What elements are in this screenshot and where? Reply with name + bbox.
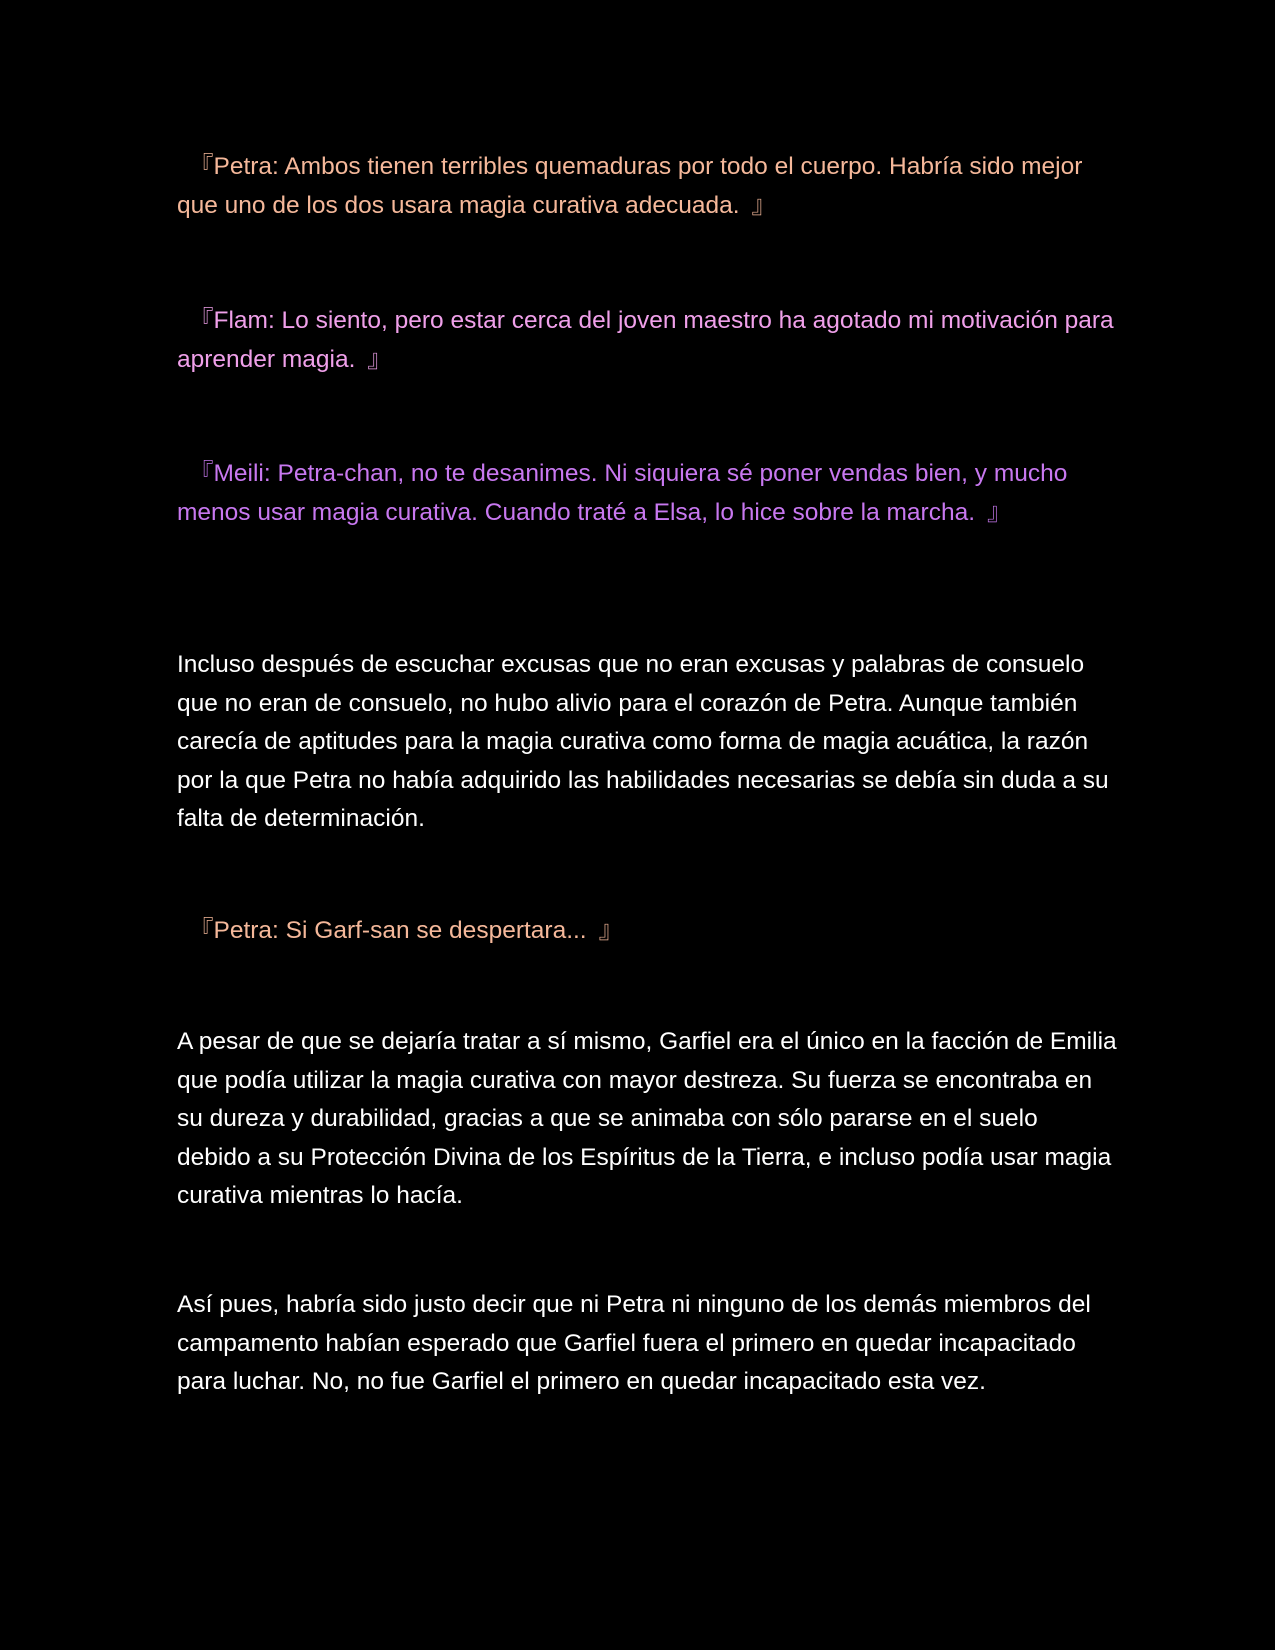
narration-paragraph-1: Incluso después de escuchar excusas que no eran excusas y palabras de consuelo que no eran de consuelo, no hubo alivio para el corazón de Petra. Aunque también carecía de aptitudes para la magia curativa como forma de magia acuática, la razón por la que Petra no había adquirido las habilidades necesarias se debía sin duda a su falta de determinación.	[177, 651, 1109, 832]
dialogue-meili	[177, 455, 1117, 532]
narration-paragraph-2: A pesar de que se dejaría tratar a sí mismo, Garfiel era el único en la facción de Emilia que podía utilizar la magia curativa con mayor destreza. Su fuerza se encontraba en su dureza y durabilidad, gracias a que se animaba con sólo pararse en el suelo debido a su Protección Divina de los Espíritus de la Tierra, e incluso podía usar magia curativa mientras lo hacía.	[177, 1028, 1117, 1209]
close-quote-mark: 』	[598, 917, 624, 944]
dialogue-text: Meili: Petra-chan, no te desanimes. Ni siquiera sé poner vendas bien, y mucho menos usar magia curativa. Cuando traté a Elsa, lo hice sobre la marcha.	[177, 460, 1068, 526]
dialogue-text: Petra: Si Garf-san se despertara...	[213, 917, 587, 944]
close-quote-mark: 』	[367, 345, 392, 373]
dialogue-petra-2	[177, 912, 1117, 951]
dialogue-flam	[177, 302, 1117, 379]
dialogue-text: Flam: Lo siento, pero estar cerca del joven maestro ha agotado mi motivación para aprender magia.	[177, 307, 1114, 373]
close-quote-mark: 』	[987, 498, 1012, 526]
dialogue-petra-1	[177, 148, 1117, 225]
open-quote-mark: 『	[189, 917, 214, 944]
open-quote-mark: 『	[189, 460, 214, 487]
open-quote-mark: 『	[189, 307, 214, 334]
dialogue-text: Petra: Ambos tienen terribles quemaduras por todo el cuerpo. Habría sido mejor que uno de los dos usara magia curativa adecuada.	[177, 153, 1083, 219]
narration-paragraph-3: Así pues, habría sido justo decir que ni Petra ni ninguno de los demás miembros del campamento habían esperado que Garfiel fuera el primero en quedar incapacitado para luchar. No, no fue Garfiel el primero en quedar incapacitado esta vez.	[177, 1291, 1091, 1395]
open-quote-mark: 『	[189, 153, 214, 180]
close-quote-mark: 』	[751, 191, 777, 219]
